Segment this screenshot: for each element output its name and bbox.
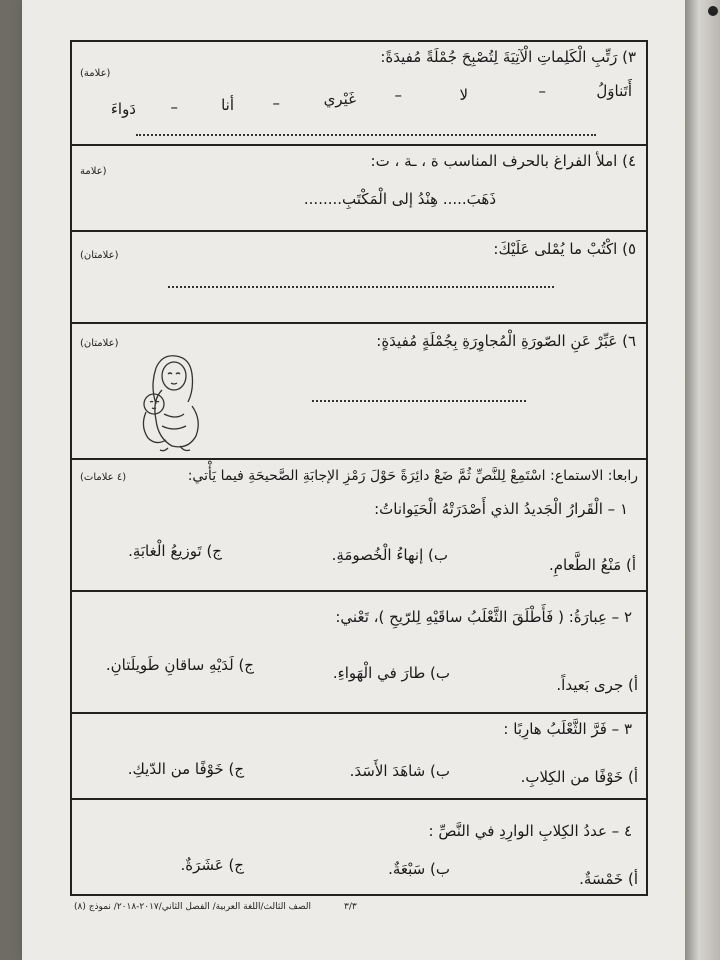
listening-section [72,460,646,592]
footer-course-info: الصف الثالث/اللغة العربية/ الفصل الثاني/٢٠١٧-٢٠١٨/ نموذج (٨) [74,902,312,912]
listening-q2-option-b: ب) طارَ في الْهَواءِ. [332,664,450,682]
listening-q1-option-c: ج) تَوزيعُ الْغابَةِ. [128,542,222,560]
answer-line [136,134,596,136]
page-edge [685,0,720,960]
picture-answer-line [312,400,526,402]
word-5: دَواءَ [110,100,136,118]
dictation-line [168,286,554,288]
listening-mark: (٤ علامات) [80,472,127,483]
listening-q2-option-c: ج) لَدَيْهِ ساقانِ طَويلَتانِ. [105,656,254,674]
question-5-mark: (علامتان) [80,250,119,261]
question-3-title: ٣) رَتِّبِ الْكَلِماتِ الْآتِيَةَ لِتُصْبِحَ جُمْلَةً مُفيدَةً: [380,48,636,66]
listening-q4-option-a: أ) خَمْسَةٌ. [579,870,638,888]
exam-frame [70,40,648,896]
question-5-section [72,232,646,324]
question-5-title: ٥) اكْتُبْ ما يُمْلى عَلَيْكَ: [493,240,636,258]
question-6-title: ٦) عَبِّرْ عَنِ الصّورَةِ الْمُجاوِرَةِ بِجُمْلَةٍ مُفيدَةٍ: [376,332,636,350]
listening-q3-option-a: أ) خَوْفًا من الكِلابِ. [520,768,638,786]
listening-q4: ٤ – عددُ الكِلابِ الوارِدِ في النَّصِّ : [428,822,632,840]
listening-q3-option-b: ب) شاهَدَ الأَسَدَ. [349,762,450,780]
separator: – [538,82,546,100]
question-3-section [72,42,646,146]
listening-q4-section [72,800,646,898]
listening-q3-section [72,714,646,800]
question-4-title: ٤) املأ الفراغ بالحرف المناسب ة ، ـة ، ت: [370,152,636,170]
question-4-section [72,146,646,232]
listening-q1-option-b: ب) إنهاءُ الْخُصومَةِ. [331,546,448,564]
separator: – [394,86,402,104]
word-2: لا [459,86,468,104]
separator: – [170,98,178,116]
listening-q3: ٣ – فَرَّ الثَّعْلَبُ هارِبًا : [503,720,632,738]
listening-q4-option-c: ج) عَشَرَةٌ. [180,856,244,874]
listening-q2-section [72,592,646,714]
fill-blank-sentence: ذَهَبَ..... هِنْدُ إلى الْمَكْتَبِ........ [303,190,496,208]
listening-q1-option-a: أ) مَنْعُ الطَّعامِ. [548,556,636,574]
listening-q2-option-a: أ) جرى بَعيداً. [556,676,638,694]
word-4: أنا [221,96,234,114]
listening-q3-option-c: ج) خَوْفًا من الدّيكِ. [127,760,244,778]
pin-dot [708,6,718,16]
listening-q1: ١ – الْقَرارُ الْجَديدُ الذي أَصْدَرَتْهُ الْحَيَواناتُ: [374,500,628,518]
word-1: أَتَناوَلُ [596,82,632,100]
listening-q4-option-b: ب) سَبْعَةٌ. [388,860,450,878]
question-6-mark: (علامتان) [80,338,119,349]
question-6-section [72,324,646,460]
separator: – [272,94,280,112]
listening-title: رابعا: الاستماع: اسْتَمِعْ لِلنَّصِّ ثُمَّ ضَعْ دائِرَةً حَوْلَ رَمْزِ الإجابَةِ الصَّحيحَةِ فيما يَأْتي: [187,468,638,484]
mother-child-picture [132,350,212,454]
question-3-mark: (علامة) [80,68,111,79]
listening-q2: ٢ – عِبارَةُ: ( فَأَطْلَقَ الثَّعْلَبُ ساقَيْهِ لِلرّيحِ )، تَعْني: [335,608,632,626]
footer-page-number: ٣/٣ [344,902,357,912]
word-3: غَيْري [323,90,356,108]
question-4-mark: (علامة [80,166,107,177]
